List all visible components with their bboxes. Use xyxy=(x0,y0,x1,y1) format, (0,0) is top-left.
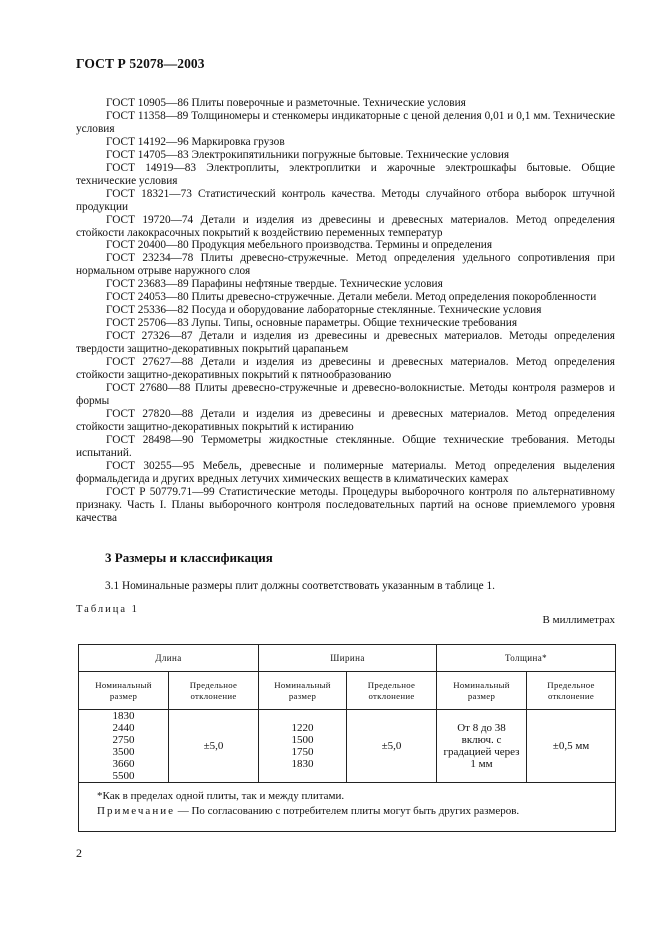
document-header: ГОСТ Р 52078—2003 xyxy=(76,56,205,71)
subheader-deviation: Предельное отклонение xyxy=(527,672,616,710)
reference-item: ГОСТ 24053—80 Плиты древесно-стружечные. Детали мебели. Метод определения покоробленности xyxy=(106,291,597,304)
table-footnote-cell xyxy=(79,783,616,832)
reference-item: ГОСТ 27326—87 Детали и изделия из древесины и древесных материалов. Методы определения твердости защитно-декоративных покрытий царапаньем xyxy=(76,330,615,356)
reference-item: ГОСТ 14192—96 Маркировка грузов xyxy=(106,135,285,148)
section-paragraph: 3.1 Номинальные размеры плит должны соответствовать указанным в таблице 1. xyxy=(105,580,495,592)
reference-item: ГОСТ 11358—89 Толщиномеры и стенкомеры индикаторные с ценой деления 0,01 и 0,1 мм. Технические условия xyxy=(76,109,615,135)
normative-references-list xyxy=(76,97,615,524)
reference-item: ГОСТ 27820—88 Детали и изделия из древесины и древесных материалов. Метод определения стойкости защитно-декоративных покрытий к истиранию xyxy=(76,407,615,433)
reference-item: ГОСТ 20400—80 Продукция мебельного производства. Термины и определения xyxy=(106,239,493,252)
reference-item: ГОСТ 14919—83 Электроплиты, электроплитки и жарочные электрошкафы бытовые. Общие технические условия xyxy=(76,161,615,187)
reference-item: ГОСТ 18321—73 Статистический контроль качества. Методы случайного отбора выборок штучной продукции xyxy=(76,187,615,213)
reference-item: ГОСТ 27680—88 Плиты древесно-стружечные и древесно-волокнистые. Методы контроля размеров и формы xyxy=(76,381,615,407)
page-number: 2 xyxy=(76,846,82,860)
reference-item: ГОСТ 27627—88 Детали и изделия из древесины и древесных материалов. Метод определения стойкости защитно-декоративных покрытий к пятнообразованию xyxy=(76,356,615,382)
reference-item: ГОСТ 14705—83 Электрокипятильники погружные бытовые. Технические условия xyxy=(106,148,510,161)
reference-item: ГОСТ 25336—82 Посуда и оборудование лабораторные стеклянные. Технические условия xyxy=(106,304,542,317)
dimensions-table xyxy=(78,644,616,832)
table-footnote: *Как в пределах одной плиты, так и между плитами. xyxy=(97,790,345,802)
reference-item: ГОСТ 10905—86 Плиты поверочные и разметочные. Технические условия xyxy=(106,97,466,109)
table-caption: Таблица 1 xyxy=(76,604,139,615)
reference-item: ГОСТ 30255—95 Мебель, древесные и полимерные материалы. Метод определения выделения формальдегида и других вредных летучих химических веществ в климатических камерах xyxy=(76,459,615,485)
reference-item: ГОСТ 23683—89 Парафины нефтяные твердые. Технические условия xyxy=(106,278,443,291)
subheader-nominal: Номинальный размер xyxy=(259,672,347,710)
cell-width-deviation: ±5,0 xyxy=(347,710,437,783)
cell-length-deviation: ±5,0 xyxy=(169,710,259,783)
subheader-deviation: Предельное отклонение xyxy=(169,672,259,710)
cell-thickness-deviation: ±0,5 мм xyxy=(527,710,616,783)
subheader-nominal: Номинальный размер xyxy=(79,672,169,710)
reference-item: ГОСТ 19720—74 Детали и изделия из древесины и древесных материалов. Метод определения стойкости лакокрасочных покрытий к воздействию переменных температур xyxy=(76,213,615,239)
table-note xyxy=(97,804,601,819)
note-label: Примечание xyxy=(97,805,175,817)
cell-thickness-nominal: От 8 до 38 включ. с градацией через 1 мм xyxy=(437,710,527,783)
cell-length-values: 1830 2440 2750 3500 3660 5500 xyxy=(79,710,169,783)
cell-width-values: 1220 1500 1750 1830 xyxy=(259,710,347,783)
note-text: — По согласованию с потребителем плиты могут быть других размеров. xyxy=(177,805,520,817)
reference-item: ГОСТ 28498—90 Термометры жидкостные стеклянные. Общие технические требования. Методы испытаний. xyxy=(76,433,615,459)
group-header-thickness: Толщина* xyxy=(437,645,616,672)
reference-item: ГОСТ 25706—83 Лупы. Типы, основные параметры. Общие технические требования xyxy=(106,317,518,330)
reference-item: ГОСТ 23234—78 Плиты древесно-стружечные. Метод определения удельного сопротивления при нормальном отрыве наружного слоя xyxy=(76,252,615,278)
reference-item: ГОСТ Р 50779.71—99 Статистические методы. Процедуры выборочного контроля по альтернативному признаку. Часть I. Планы выборочного контроля последовательных партий на основе приемлемого уровня качества xyxy=(76,485,615,524)
section-title: 3 Размеры и классификация xyxy=(105,550,273,565)
group-header-length: Длина xyxy=(79,645,259,672)
subheader-nominal: Номинальный размер xyxy=(437,672,527,710)
subheader-deviation: Предельное отклонение xyxy=(347,672,437,710)
table-units: В миллиметрах xyxy=(542,614,615,626)
group-header-width: Ширина xyxy=(259,645,437,672)
